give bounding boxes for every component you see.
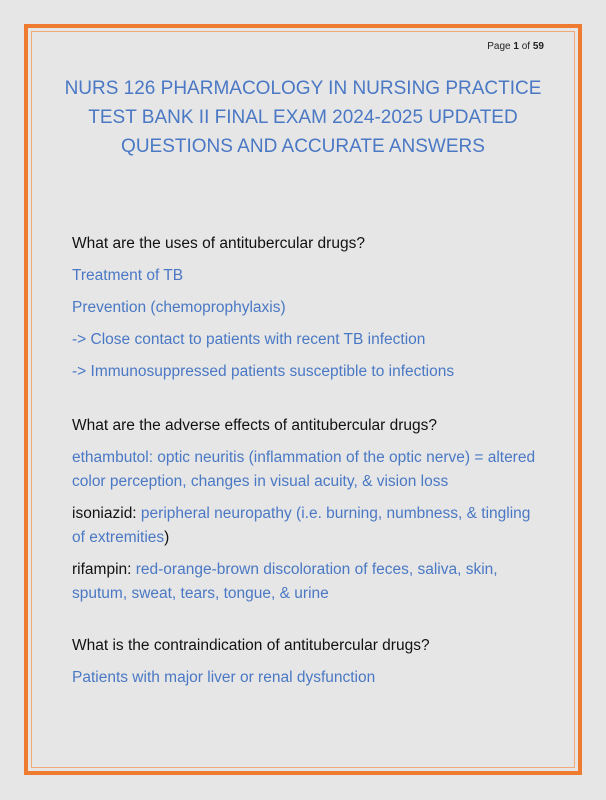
answer-prevention: Prevention (chemoprophylaxis) <box>72 299 286 316</box>
effect-rifampin: red-orange-brown discoloration of feces, saliva, skin, sputum, sweat, tears, tongue, & urine <box>72 561 498 602</box>
title-line-2: TEST BANK II FINAL EXAM 2024-2025 UPDATED <box>88 107 518 128</box>
page-label: Page <box>487 41 511 52</box>
page-current: 1 <box>513 41 519 52</box>
title-line-1: NURS 126 PHARMACOLOGY IN NURSING PRACTICE <box>64 78 542 99</box>
document-title <box>48 74 558 161</box>
answer-contraindication: Patients with major liver or renal dysfunction <box>72 669 376 686</box>
page-of: of <box>521 41 531 52</box>
answer-ethambutol: ethambutol: optic neuritis (inflammation of the optic nerve) = altered color perception, changes in visual acuity, & vision loss <box>72 449 536 490</box>
answer-rifampin <box>72 558 542 606</box>
question-uses: What are the uses of antitubercular drugs? <box>72 235 365 252</box>
answer-isoniazid <box>72 502 542 550</box>
question-contraindication: What is the contraindication of antitubercular drugs? <box>72 637 430 654</box>
answer-close-contact: -> Close contact to patients with recent TB infection <box>72 331 426 348</box>
page-number <box>487 41 544 52</box>
answer-treatment: Treatment of TB <box>72 267 184 284</box>
section-gap <box>72 384 542 414</box>
answer-immunosuppressed: -> Immunosuppressed patients susceptible to infections <box>72 363 455 380</box>
question-adverse-effects: What are the adverse effects of antitubercular drugs? <box>72 417 438 434</box>
effect-isoniazid: peripheral neuropathy (i.e. burning, numbness, & tingling of extremities <box>72 505 531 546</box>
drug-rifampin: rifampin: <box>72 561 132 578</box>
effect-isoniazid-tail: ) <box>164 529 170 546</box>
document-page <box>24 24 582 775</box>
section-gap <box>72 606 542 634</box>
drug-isoniazid: isoniazid: <box>72 505 137 522</box>
document-content <box>72 232 542 690</box>
title-line-3: QUESTIONS AND ACCURATE ANSWERS <box>121 136 485 157</box>
page-total: 59 <box>532 41 544 52</box>
